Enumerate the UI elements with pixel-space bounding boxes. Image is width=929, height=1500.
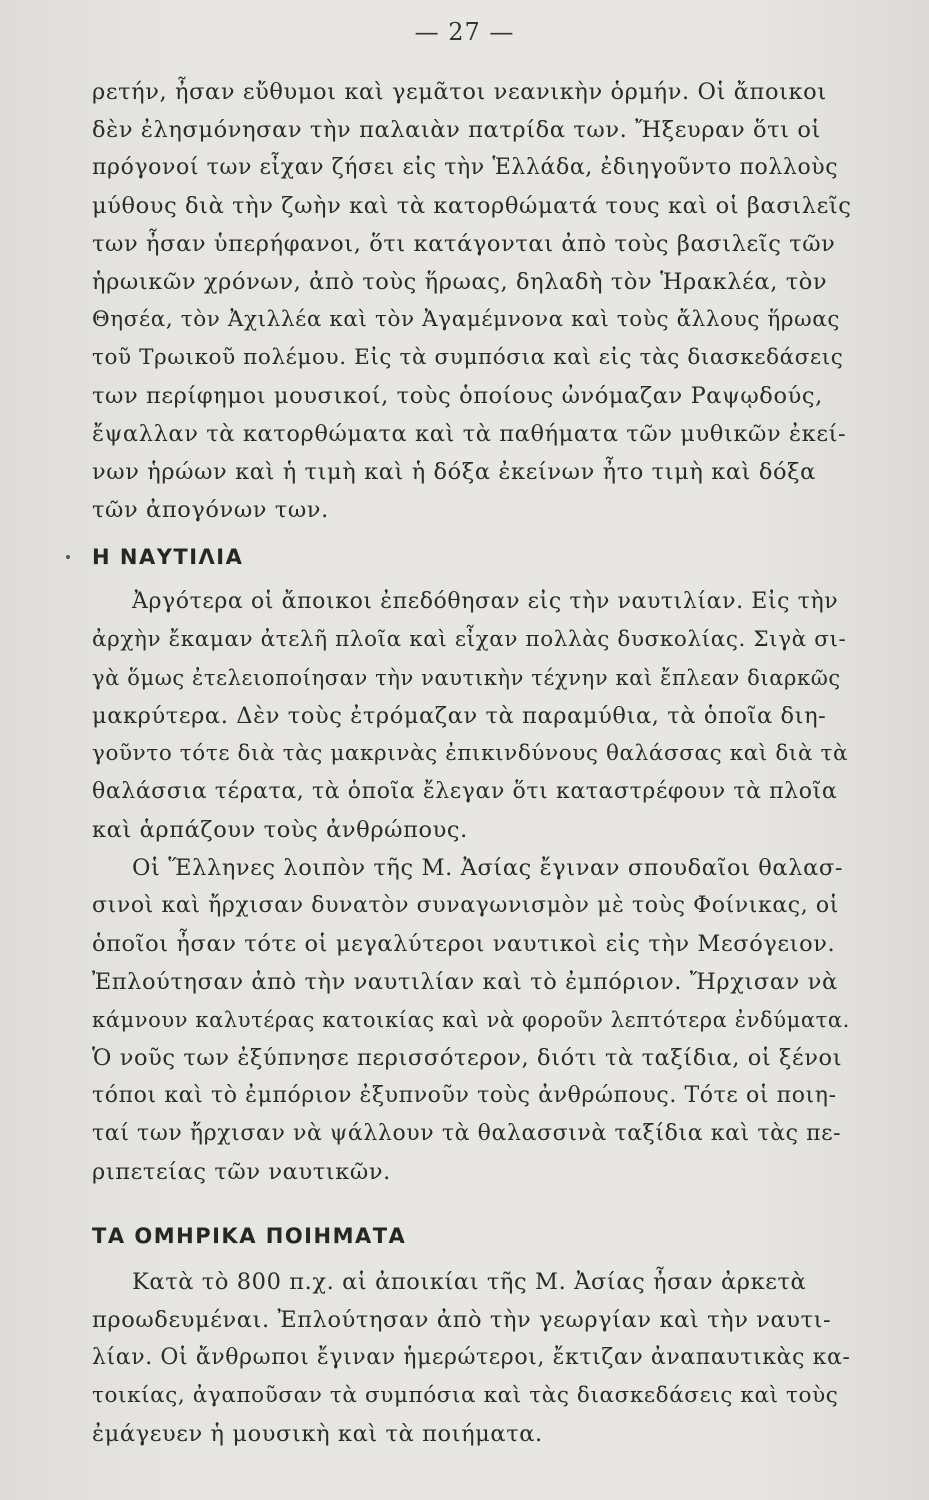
text-line: ὁποῖοι ἦσαν τότε οἱ μεγαλύτεροι ναυτικοὶ εἰς τὴν Μεσόγειον. xyxy=(92,931,836,957)
text-line: Ἐπλούτησαν ἀπὸ τὴν ναυτιλίαν καὶ τὸ ἐμπόριον. Ἤρχισαν νὰ xyxy=(92,969,838,995)
text-line: ταί των ἤρχισαν νὰ ψάλλουν τὰ θαλασσινὰ ταξίδια καὶ τὰς πε- xyxy=(92,1121,842,1146)
text-line: θαλάσσια τέρατα, τὰ ὁποῖα ἔλεγαν ὅτι καταστρέφουν τὰ πλοῖα xyxy=(92,779,838,804)
text-line: ἔψαλλαν τὰ κατορθώματα καὶ τὰ παθήματα τῶν μυθικῶν ἐκεί- xyxy=(92,421,847,447)
text-line: Ὁ νοῦς των ἐξύπνησε περισσότερον, διότι τὰ ταξίδια, οἱ ξένοι xyxy=(92,1045,843,1071)
text-line: Ἀργότερα οἱ ἄποικοι ἐπεδόθησαν εἰς τὴν ναυτιλίαν. Εἰς τὴν xyxy=(132,589,839,614)
text-line: γοῦντο τότε διὰ τὰς μακρινὰς ἐπικινδύνους θαλάσσας καὶ διὰ τὰ xyxy=(92,741,849,766)
text-line: προωδευμέναι. Ἐπλούτησαν ἀπὸ τὴν γεωργίαν καὶ τὴν ναυτι- xyxy=(92,1307,832,1333)
text-line: ἐμάγευεν ἡ μουσικὴ καὶ τὰ ποιήματα. xyxy=(92,1421,543,1447)
text-line: μύθους διὰ τὴν ζωὴν καὶ τὰ κατορθώματά τους καὶ οἱ βασιλεῖς xyxy=(92,193,852,219)
section-heading-naval: Η ΝΑΥΤΙΛΙΑ xyxy=(92,545,244,569)
stray-dot xyxy=(66,555,70,559)
page-number: — 27 — xyxy=(414,18,515,46)
text-line: σινοὶ καὶ ἤρχισαν δυνατὸν συναγωνισμὸν μὲ τοὺς Φοίνικας, οἱ xyxy=(92,893,839,918)
text-line: Οἱ Ἕλληνες λοιπὸν τῆς Μ. Ἀσίας ἔγιναν σπουδαῖοι θαλασ- xyxy=(132,855,844,881)
text-line: τοικίας, ἀγαποῦσαν τὰ συμπόσια καὶ τὰς διασκεδάσεις καὶ τοὺς xyxy=(92,1383,839,1408)
text-line: Θησέα, τὸν Ἀχιλλέα καὶ τὸν Ἀγαμέμνονα καὶ τοὺς ἄλλους ἥρωας xyxy=(92,307,841,332)
text-line: ἀρχὴν ἔκαμαν ἀτελῆ πλοῖα καὶ εἶχαν πολλὰς δυσκολίας. Σιγὰ σι- xyxy=(92,627,847,652)
text-line: γὰ ὅμως ἐτελειοποίησαν τὴν ναυτικὴν τέχνην καὶ ἔπλεαν διαρκῶς xyxy=(92,666,841,690)
text-line: κάμνουν καλυτέρας κατοικίας καὶ νὰ φοροῦν λεπτότερα ἐνδύματα. xyxy=(92,1008,850,1032)
section-heading-homeric: ΤΑ ΟΜΗΡΙΚΑ ΠΟΙΗΜΑΤΑ xyxy=(92,1224,407,1248)
text-line: Κατὰ τὸ 800 π.χ. αἱ ἀποικίαι τῆς Μ. Ἀσίας ἦσαν ἀρκετὰ xyxy=(132,1269,807,1295)
text-line: ριπετείας τῶν ναυτικῶν. xyxy=(92,1159,391,1185)
text-line: λίαν. Οἱ ἄνθρωποι ἔγιναν ἡμερώτεροι, ἔκτιζαν ἀναπαυτικὰς κα- xyxy=(92,1345,851,1370)
text-line: των ἦσαν ὑπερήφανοι, ὅτι κατάγονται ἀπὸ τοὺς βασιλεῖς τῶν xyxy=(92,231,836,257)
text-line: νων ἡρώων καὶ ἡ τιμὴ καὶ ἡ δόξα ἐκείνων ἦτο τιμὴ καὶ δόξα xyxy=(92,459,816,485)
text-line: των περίφημοι μουσικοί, τοὺς ὁποίους ὠνόμαζαν Ραψῳδούς, xyxy=(92,383,823,409)
text-line: ἡρωικῶν χρόνων, ἀπὸ τοὺς ἥρωας, δηλαδὴ τὸν Ἡρακλέα, τὸν xyxy=(92,269,828,295)
text-line: τῶν ἀπογόνων των. xyxy=(92,497,329,523)
text-line: τόποι καὶ τὸ ἐμπόριον ἐξυπνοῦν τοὺς ἀνθρώπους. Τότε οἱ ποιη- xyxy=(92,1083,837,1108)
text-line: καὶ ἁρπάζουν τοὺς ἀνθρώπους. xyxy=(92,817,468,843)
text-line: δὲν ἐλησμόνησαν τὴν παλαιὰν πατρίδα των. Ἤξευραν ὅτι οἱ xyxy=(92,117,821,143)
text-line: πρόγονοί των εἶχαν ζήσει εἰς τὴν Ἑλλάδα, ἐδιηγοῦντο πολλοὺς xyxy=(92,155,839,180)
text-line: ρετήν, ἦσαν εὔθυμοι καὶ γεμᾶτοι νεανικὴν ὁρμήν. Οἱ ἄποικοι xyxy=(92,79,827,105)
text-line: μακρύτερα. Δὲν τοὺς ἐτρόμαζαν τὰ παραμύθια, τὰ ὁποῖα διη- xyxy=(92,703,827,729)
text-line: τοῦ Τρωικοῦ πολέμου. Εἰς τὰ συμπόσια καὶ εἰς τὰς διασκεδάσεις xyxy=(92,345,844,370)
